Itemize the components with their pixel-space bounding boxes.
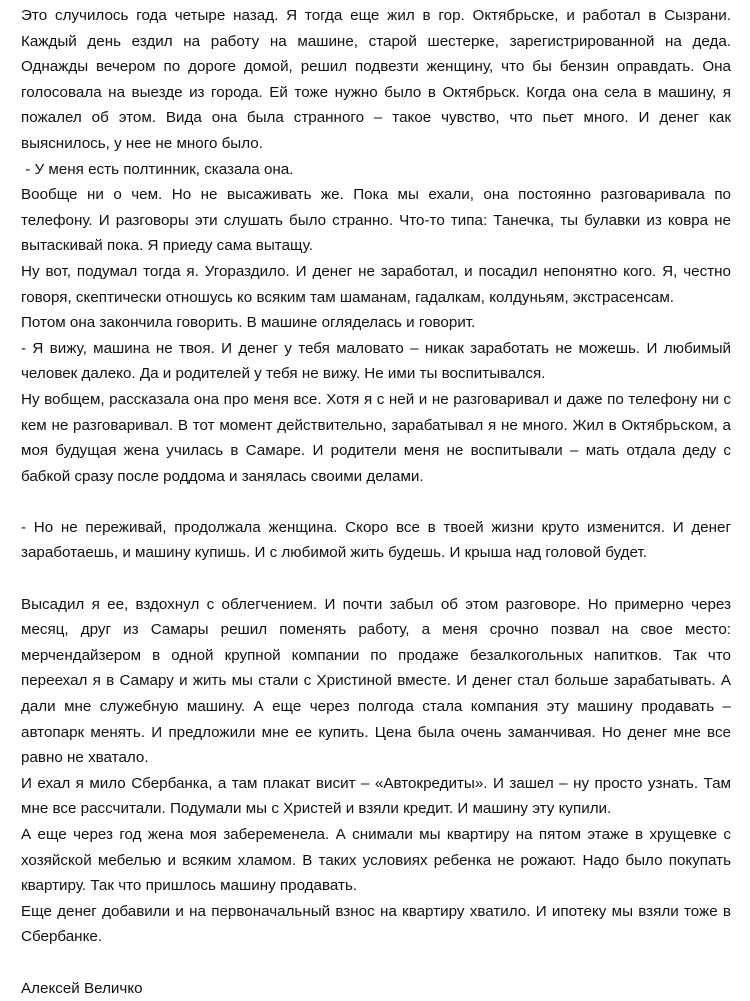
blank-line: [21, 566, 731, 592]
paragraph: Потом она закончила говорить. В машине огляделась и говорит.: [21, 314, 476, 332]
paragraph: Ну вобщем, рассказала она про меня все. Хотя я с ней и не разговаривал и даже по телефону ни с кем не разговаривал. В тот момент действительно, зарабатывал я не много. Жил в Октябрьском, а моя будущая жена училась в Самаре. И родители меня не воспитывали – мать отдала деду с бабкой сразу после роддома и занялась своими делами.: [21, 390, 731, 485]
author-signature: Алексей Величко: [21, 979, 143, 997]
paragraph: А еще через год жена моя забеременела. А снимали мы квартиру на пятом этаже в хрущевке с хозяйской мебелью и всяким хламом. В таких условиях ребенка не рожают. Надо было покупать квартиру. Так что пришлось машину продавать.: [21, 826, 731, 895]
blank-line: [21, 489, 731, 515]
paragraph: Вообще ни о чем. Но не высаживать же. Пока мы ехали, она постоянно разговаривала по телефону. И разговоры эти слушать было странно. Что-то типа: Танечка, ты булавки из ковра не вытаскивай пока. Я приеду сама вытащу.: [21, 186, 731, 255]
paragraph: Еще денег добавили и на первоначальный взнос на квартиру хватило. И ипотеку мы взяли тоже в Сбербанке.: [21, 902, 731, 946]
paragraph: - Но не переживай, продолжала женщина. Скоро все в твоей жизни круто изменится. И денег заработаешь, и машину купишь. И с любимой жить будешь. И крыша над головой будет.: [21, 518, 731, 562]
paragraph: Высадил я ее, вздохнул с облегчением. И почти забыл об этом разговоре. Но примерно через месяц, друг из Самары решил поменять работу, а меня срочно позвал на свое место: мерчендайзером в одной крупной компании по продаже безалкогольных напитков. Так что переехал я в Самару и жить мы стали с Христиной вместе. И денег стал больше зарабатывать. А дали мне служебную машину. А еще через полгода стала компания эту машину продавать – автопарк менять. И предложили мне ее купить. Цена была очень заманчивая. Но денег мне все равно не хватало.: [21, 595, 731, 767]
blank-line: [21, 950, 731, 976]
paragraph: Ну вот, подумал тогда я. Угораздило. И денег не заработал, и посадил непонятно кого. Я, честно говоря, скептически отношусь ко всяким там шаманам, гадалкам, колдуньям, экстрасенсам.: [21, 262, 731, 306]
paragraph: И ехал я мило Сбербанка, а там плакат висит – «Автокредиты». И зашел – ну просто узнать. Там мне все рассчитали. Подумали мы с Христей и взяли кредит. И машину эту купили.: [21, 774, 731, 818]
paragraph: - Я вижу, машина не твоя. И денег у тебя маловато – никак заработать не можешь. И любимый человек далеко. Да и родителей у тебя не вижу. Не ими ты воспитывался.: [21, 339, 731, 383]
paragraph: Это случилось года четыре назад. Я тогда еще жил в гор. Октябрьске, и работал в Сызрани. Каждый день ездил на работу на машине, старой шестерке, зарегистрированной на деда. Однажды вечером по дороге домой, решил подвезти женщину, что бы бензин оправдать. Она голосовала на выезде из города. Ей тоже нужно было в Октябрьск. Когда она села в машину, я пожалел об этом. Вида она была странного – такое чувство, что пьет много. И денег как выяснилось, у нее не много было.: [21, 7, 731, 152]
paragraph: - У меня есть полтинник, сказала она.: [21, 160, 294, 178]
